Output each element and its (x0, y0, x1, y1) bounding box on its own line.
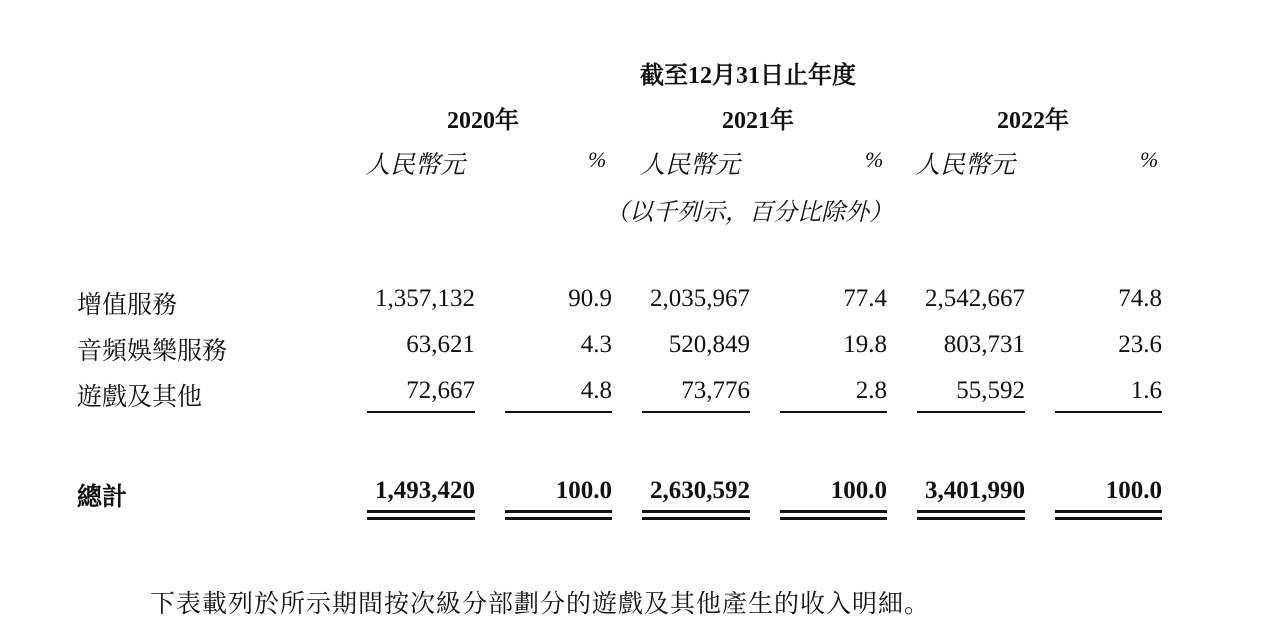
total-double-rule (367, 510, 475, 520)
table-cell: 4.8 (580, 377, 612, 404)
table-cell: 19.8 (843, 331, 887, 358)
total-cell: 100.0 (830, 477, 887, 504)
total-double-rule (505, 510, 612, 520)
table-cell: 74.8 (1118, 285, 1162, 312)
footnote-paragraph: 下表載列於所示期間按次級分部劃分的遊戲及其他產生的收入明細。 (150, 591, 931, 618)
total-double-rule (1055, 510, 1162, 520)
table-cell: 1.6 (1130, 377, 1162, 404)
total-cell: 3,401,990 (925, 477, 1025, 504)
table-cell: 4.3 (580, 331, 612, 358)
percent-label-2021: % (865, 147, 884, 172)
subtotal-rule (1055, 411, 1162, 413)
table-cell: 90.9 (568, 285, 612, 312)
table-cell: 2.8 (855, 377, 887, 404)
row-label-value-added-services: 增值服務 (77, 292, 178, 319)
table-cell: 72,667 (406, 377, 475, 404)
subtotal-rule (642, 411, 750, 413)
percent-label-2022: % (1140, 147, 1159, 172)
total-label: 總計 (77, 484, 128, 511)
period-title: 截至12月31日止年度 (640, 63, 856, 89)
year-header-2022: 2022年 (997, 108, 1069, 134)
table-cell: 55,592 (956, 377, 1025, 404)
total-double-rule (642, 510, 750, 520)
table-cell: 1,357,132 (375, 285, 475, 312)
table-cell: 2,542,667 (925, 285, 1025, 312)
year-header-2021: 2021年 (722, 108, 794, 134)
year-header-2020: 2020年 (447, 108, 519, 134)
currency-label-2020: 人民幣元 (365, 152, 466, 179)
subtotal-rule (917, 411, 1025, 413)
table-cell: 803,731 (943, 331, 1025, 358)
currency-label-2022: 人民幣元 (915, 152, 1016, 179)
total-double-rule (780, 510, 887, 520)
table-cell: 23.6 (1118, 331, 1162, 358)
subtotal-rule (367, 411, 475, 413)
total-double-rule (917, 510, 1025, 520)
row-label-games-and-others: 遊戲及其他 (77, 384, 203, 411)
table-cell: 520,849 (668, 331, 750, 358)
table-cell: 2,035,967 (650, 285, 750, 312)
row-label-audio-entertainment: 音頻娛樂服務 (77, 338, 228, 365)
total-cell: 100.0 (1105, 477, 1162, 504)
table-cell: 63,621 (406, 331, 475, 358)
subtotal-rule (505, 411, 612, 413)
total-cell: 100.0 (555, 477, 612, 504)
percent-label-2020: % (588, 147, 607, 172)
unit-note: （以千列示，百分比除外） (605, 200, 893, 226)
total-cell: 2,630,592 (650, 477, 750, 504)
total-cell: 1,493,420 (375, 477, 475, 504)
table-cell: 77.4 (843, 285, 887, 312)
subtotal-rule (780, 411, 887, 413)
currency-label-2021: 人民幣元 (640, 152, 741, 179)
table-cell: 73,776 (681, 377, 750, 404)
